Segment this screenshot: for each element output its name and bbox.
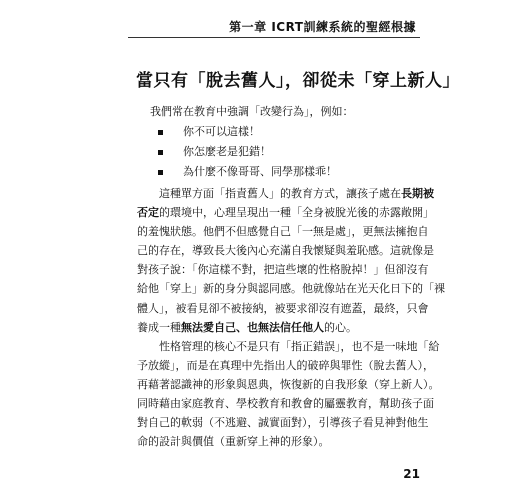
text-run: 這種單方面「指責舊人」的教育方式，讓孩子處在 <box>159 187 401 200</box>
paragraph-line <box>137 184 434 203</box>
square-bullet-icon <box>158 150 163 155</box>
paragraph-line: 再藉著認識神的形象與恩典，恢復新的自我形象（穿上新人）。 <box>137 377 440 391</box>
square-bullet-icon <box>158 130 163 135</box>
paragraph-line: 命的設計與價值（重新穿上神的形象）。 <box>137 435 330 449</box>
emphasis-text: 長期被 <box>401 187 434 200</box>
list-item <box>158 162 337 182</box>
paragraph-line: 的羞愧狀態。他們不但感覺自己「一無是處」，更無法擁抱自 <box>137 225 429 239</box>
running-header: 第一章 ICRT訓練系統的聖經根據 <box>229 20 416 34</box>
list-item <box>158 122 337 142</box>
paragraph-line: 己的存在，導致長大後內心充滿自我懷疑與羞恥感。這就像是 <box>137 244 434 258</box>
paragraph-line: 對孩子說：「你這樣不對，把這些壞的性格脫掉！」但卻沒有 <box>137 263 429 277</box>
list-item-text: 你不可以這樣！ <box>183 125 260 138</box>
paragraph-line: 對自己的軟弱（不逃避、誠實面對），引導孩子看見神對他生 <box>137 416 429 430</box>
bullet-list <box>158 122 337 182</box>
emphasis-text: 否定 <box>137 206 159 220</box>
intro-line: 我們常在教育中強調「改變行為」，例如： <box>150 105 354 118</box>
body-text <box>137 184 445 451</box>
paragraph-line: 予放縱」，而是在真理中先指出人的破碎與罪性（脫去舊人）， <box>137 358 434 372</box>
paragraph-line: 性格管理的核心不是只有「指正錯誤」，也不是一味地「給 <box>159 339 440 353</box>
text-run: 養成一種 <box>137 320 181 334</box>
paragraph-line: 給他「穿上」新的身分與認同感。他就像站在光天化日下的「裸 <box>137 282 445 296</box>
text-run: 的心。 <box>324 320 357 334</box>
header-rule <box>128 37 420 38</box>
paragraph-line: 體人」，被看見卻不被接納，被要求卻沒有遮蓋，最終，只會 <box>137 301 429 315</box>
paragraph-line <box>137 203 434 222</box>
text-run: 的環境中，心理呈現出一種「全身被脫光後的赤露敞開」 <box>159 206 434 220</box>
section-title: 當只有「脫去舊人」，卻從未「穿上新人」 <box>136 71 460 91</box>
page-number: 21 <box>403 467 420 481</box>
list-item-text: 為什麼不像哥哥、同學那樣乖！ <box>183 165 337 178</box>
list-item-text: 你怎麼老是犯錯！ <box>183 145 271 158</box>
emphasis-text: 無法愛自己、也無法信任他人 <box>181 320 324 334</box>
paragraph-line <box>137 318 399 337</box>
list-item <box>158 142 337 162</box>
paragraph-line: 同時藉由家庭教育、學校教育和教會的屬靈教育，幫助孩子面 <box>137 397 434 411</box>
square-bullet-icon <box>158 170 163 175</box>
